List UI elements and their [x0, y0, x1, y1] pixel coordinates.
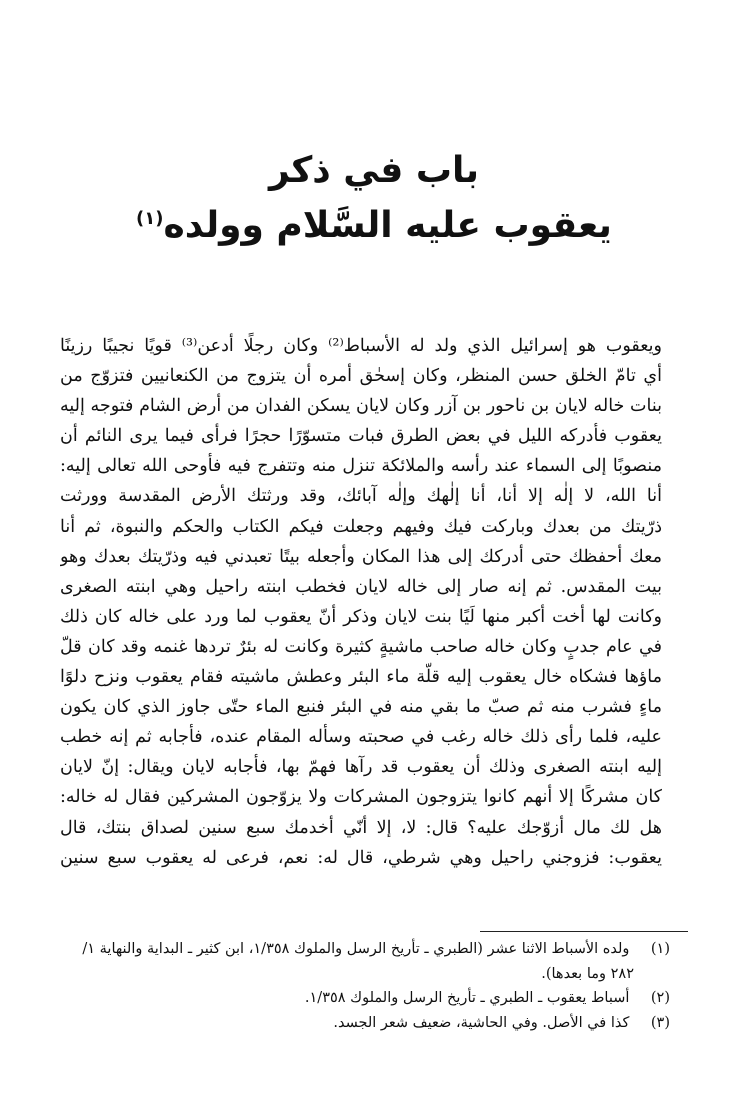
body-line: كان مشركًا إلا أنهم كانوا يتزوجون المشركات ولا يزوّجون المشركين فقال له خاله:: [60, 787, 662, 808]
chapter-title-line-2: [60, 205, 688, 246]
footnote-continuation: ٢٨٢ وما بعدها).: [541, 965, 634, 982]
body-line: بنات خاله لايان بن ناحور بن آزر وكان لايان يسكن الفدان من أرض الشام فتوجه إليه: [60, 396, 662, 417]
chapter-title-line-1: باب في ذكر: [268, 150, 480, 191]
body-line: يعقوب: فزوجني راحيل وهي شرطي، قال له: نعم، فرعى له يعقوب سبع سنين: [60, 847, 662, 868]
footnote: [50, 1011, 670, 1036]
footnote: [50, 937, 670, 986]
footnote-text: كذا في الأصل. وفي الحاشية، ضعيف شعر الجسد.: [333, 1014, 634, 1031]
body-line: معك أحفظك حتى أدركك إلى هذا المكان وأجعله بيتًا تعبدني فيه وذرّيتك بعدك وهو: [60, 546, 662, 567]
chapter-title-text: يعقوب عليه السَّلام وولده: [163, 205, 612, 246]
footnote-number: (١): [650, 941, 670, 957]
body-line: في عام جدبٍ وكان خاله صاحب ماشيةٍ كثيرة وكانت له بئرٌ تردها غنمه وقد كان قلّ: [60, 636, 662, 657]
footnotes: [50, 937, 670, 1035]
body-line: منصوبًا إلى السماء عند رأسه والملائكة تنزل منه وتتفرج فيه فأوحى الله تعالى إليه:: [60, 456, 662, 477]
body-line: عليه، فلما رأى ذلك خاله رغب في صحبته وسأله المقام عنده، فأجابه ثم إنه خطب: [60, 727, 662, 748]
footnote: [50, 986, 670, 1011]
body-line: ماءٍ فشرب منه ثم صبّ ما بقي منه في البئر فنبع الماء حتّى جاوز الذي كان يكون: [60, 697, 662, 718]
body-line: ويعقوب هو إسرائيل الذي ولد له الأسباط⁽²⁾ وكان رجلًا أدعن⁽³⁾ قويًا نجيبًا رزينًا: [60, 336, 662, 356]
body-line: ماؤها فشكاه خال يعقوب إليه قلّة ماء البئر وعطش ماشيته فقام يعقوب ونزح دلوًا: [60, 667, 662, 688]
footnote-number: (٣): [650, 1014, 670, 1031]
footnote-text: أسباط يعقوب ـ الطبري ـ تأريخ الرسل والملوك ١/٣٥٨.: [304, 990, 634, 1006]
body-line: يعقوب فأدركه الليل في بعض الطرق فبات متسوّرًا حجرًا فرأى فيما يرى النائم أن: [60, 426, 662, 447]
chapter-title-footnote-ref: (١): [136, 208, 164, 229]
body-line: أي تامّ الخلق حسن المنظر، وكان إسحٰق أمره أن يتزوج من الكنعانيين فتزوّج من: [60, 366, 662, 387]
body-line: ذرّيتك من بعدك وباركت فيك وفيهم وجعلت فيكم الكتاب والحكم والنبوة، ثم أنا: [60, 516, 662, 537]
body-text: [60, 331, 662, 873]
body-line: إليه ابنته الصغرى وذلك أن يعقوب قد رآها فهمّ بها، فأجابه لايان ويقال: إنّ لايان: [60, 757, 662, 778]
footnote-number: (٢): [650, 990, 670, 1006]
body-line: هل لك مال أزوّجك عليه؟ قال: لا، إلا أنّي أخدمك سبع سنين لصداق بنتك، قال: [60, 817, 662, 838]
body-line: بيت المقدس. ثم إنه صار إلى خاله لايان فخطب ابنته راحيل وهي ابنته الصغرى: [60, 576, 662, 597]
body-line: وكانت لها أخت أكبر منها لَيًا بنت لايان وذكر أنّ يعقوب لما ورد على خاله كان ذلك: [60, 606, 662, 627]
body-line: أنا الله، لا إلٰه إلا أنا، أنا إلٰهك وإلٰه آبائك، وقد ورثتك الأرض المقدسة وورثت: [60, 486, 662, 507]
footnote-divider: [480, 931, 688, 932]
footnote-text: ولده الأسباط الاثنا عشر (الطبري ـ تأريخ الرسل والملوك ١/٣٥٨، ابن كثير ـ البداية والنهاية ١/: [82, 941, 634, 957]
